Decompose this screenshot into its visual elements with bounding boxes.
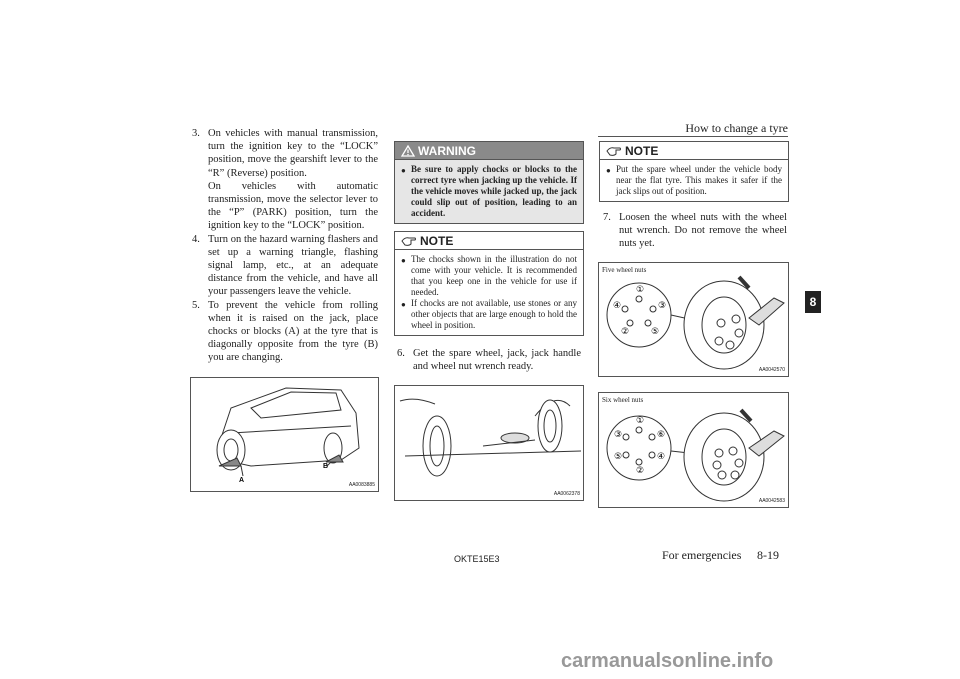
section-title: How to change a tyre — [685, 121, 788, 135]
figure-label: Five wheel nuts — [602, 266, 647, 274]
step-3-extra: On vehicles with automatic transmission, move the selector lever to the “P” (PARK) position, turn the ignition key to the “LOCK” position. — [208, 180, 378, 232]
step-number: 6. — [397, 348, 405, 359]
note-hand-icon — [401, 235, 417, 247]
chock-illustration — [190, 377, 379, 492]
page-number: 8-19 — [757, 548, 779, 562]
nut-number: ④ — [657, 452, 666, 462]
watermark: carmanualsonline.info — [561, 650, 774, 672]
nut-number: ⑤ — [614, 452, 623, 462]
step-4 — [192, 233, 378, 299]
note-title: NOTE — [420, 233, 454, 248]
five-nut-wheel-illustration — [599, 263, 788, 376]
nut-number: ⑤ — [651, 327, 660, 337]
note-title: NOTE — [625, 143, 659, 158]
note-item — [606, 164, 782, 197]
left-column — [192, 127, 378, 365]
nut-number: ④ — [613, 301, 622, 311]
warning-box — [394, 141, 584, 224]
step-5 — [192, 299, 378, 365]
bullet-icon: ● — [401, 166, 406, 175]
note-header — [600, 142, 788, 160]
pickup-truck-illustration — [191, 378, 378, 491]
spare-wheel-illustration — [394, 385, 584, 501]
nut-number: ② — [621, 327, 630, 337]
nut-number: ① — [636, 285, 645, 295]
step-number: 7. — [603, 212, 611, 223]
five-wheel-nuts-figure — [598, 262, 789, 377]
jack-and-wheel-illustration — [395, 386, 583, 500]
footer-section: For emergencies — [662, 548, 742, 562]
step-text: On vehicles with manual transmission, turn the ignition key to the “LOCK” position, move the gearshift lever to the “R” (Reverse) position. — [208, 128, 378, 179]
nut-number: ② — [636, 466, 645, 476]
step-6 — [397, 347, 581, 373]
nut-number: ③ — [614, 430, 623, 440]
note-text: Put the spare wheel under the vehicle body near the flat tyre. This makes it safer if the jack slips out of position. — [616, 164, 782, 196]
warning-item — [401, 164, 577, 219]
label-a: A — [239, 477, 245, 484]
note-body — [600, 160, 788, 201]
note-box — [394, 231, 584, 336]
warning-text: Be sure to apply chocks or blocks to the correct tyre when jacking up the vehicle. If the vehicle moves while jacked up, the jack could slip out of position, leading to an accident. — [411, 164, 577, 218]
label-b: B — [323, 463, 329, 470]
figure-label: Six wheel nuts — [602, 396, 644, 404]
nut-number: ① — [636, 416, 645, 426]
chapter-tab: 8 — [805, 291, 821, 313]
nut-number: ⑥ — [657, 430, 666, 440]
step-3 — [192, 127, 378, 180]
step-text: Loosen the wheel nuts with the wheel nut wrench. Do not remove the wheel nuts yet. — [619, 212, 787, 250]
step-text: Get the spare wheel, jack, jack handle and wheel nut wrench ready. — [413, 348, 581, 373]
footer-code: OKTE15E3 — [454, 554, 500, 564]
figure-code: AA0062378 — [553, 491, 580, 497]
note-hand-icon — [606, 145, 622, 157]
figure-code: AA0042583 — [758, 498, 785, 504]
note-body — [395, 250, 583, 335]
six-wheel-nuts-figure — [598, 392, 789, 508]
step-number: 5. — [192, 299, 200, 311]
warning-triangle-icon — [401, 145, 415, 157]
note-item — [401, 254, 577, 298]
six-nut-wheel-illustration — [599, 393, 788, 507]
step-text: Turn on the hazard warning flashers and set up a warning triangle, flashing signal lamp, etc., at an adequate distance from the vehicle, and have all your passengers leave the vehicle. — [208, 233, 378, 298]
note-item — [401, 298, 577, 331]
step-number: 3. — [192, 128, 200, 139]
warning-header — [395, 142, 583, 160]
warning-title: WARNING — [418, 143, 476, 158]
bullet-icon: ● — [606, 166, 611, 175]
step-7 — [603, 211, 787, 251]
step-text: To prevent the vehicle from rolling when it is raised on the jack, place chocks or blocks (A) at the tyre that is diagonally opposite from the tyre (B) you are changing. — [208, 299, 378, 364]
note-text: If chocks are not available, use stones or any other objects that are large enough to hold the wheel in position. — [411, 298, 577, 330]
note-header — [395, 232, 583, 250]
bullet-icon: ● — [401, 256, 406, 265]
nut-number: ③ — [658, 301, 667, 311]
warning-body — [395, 160, 583, 223]
bullet-icon: ● — [401, 300, 406, 309]
figure-code: AA0042570 — [758, 367, 785, 373]
note-box-right — [599, 141, 789, 202]
figure-code: AA0083885 — [348, 482, 375, 488]
step-number: 4. — [192, 233, 200, 245]
header-rule — [598, 136, 788, 137]
note-text: The chocks shown in the illustration do not come with your vehicle. It is recommended that you keep one in the vehicle for use if needed. — [411, 254, 577, 297]
